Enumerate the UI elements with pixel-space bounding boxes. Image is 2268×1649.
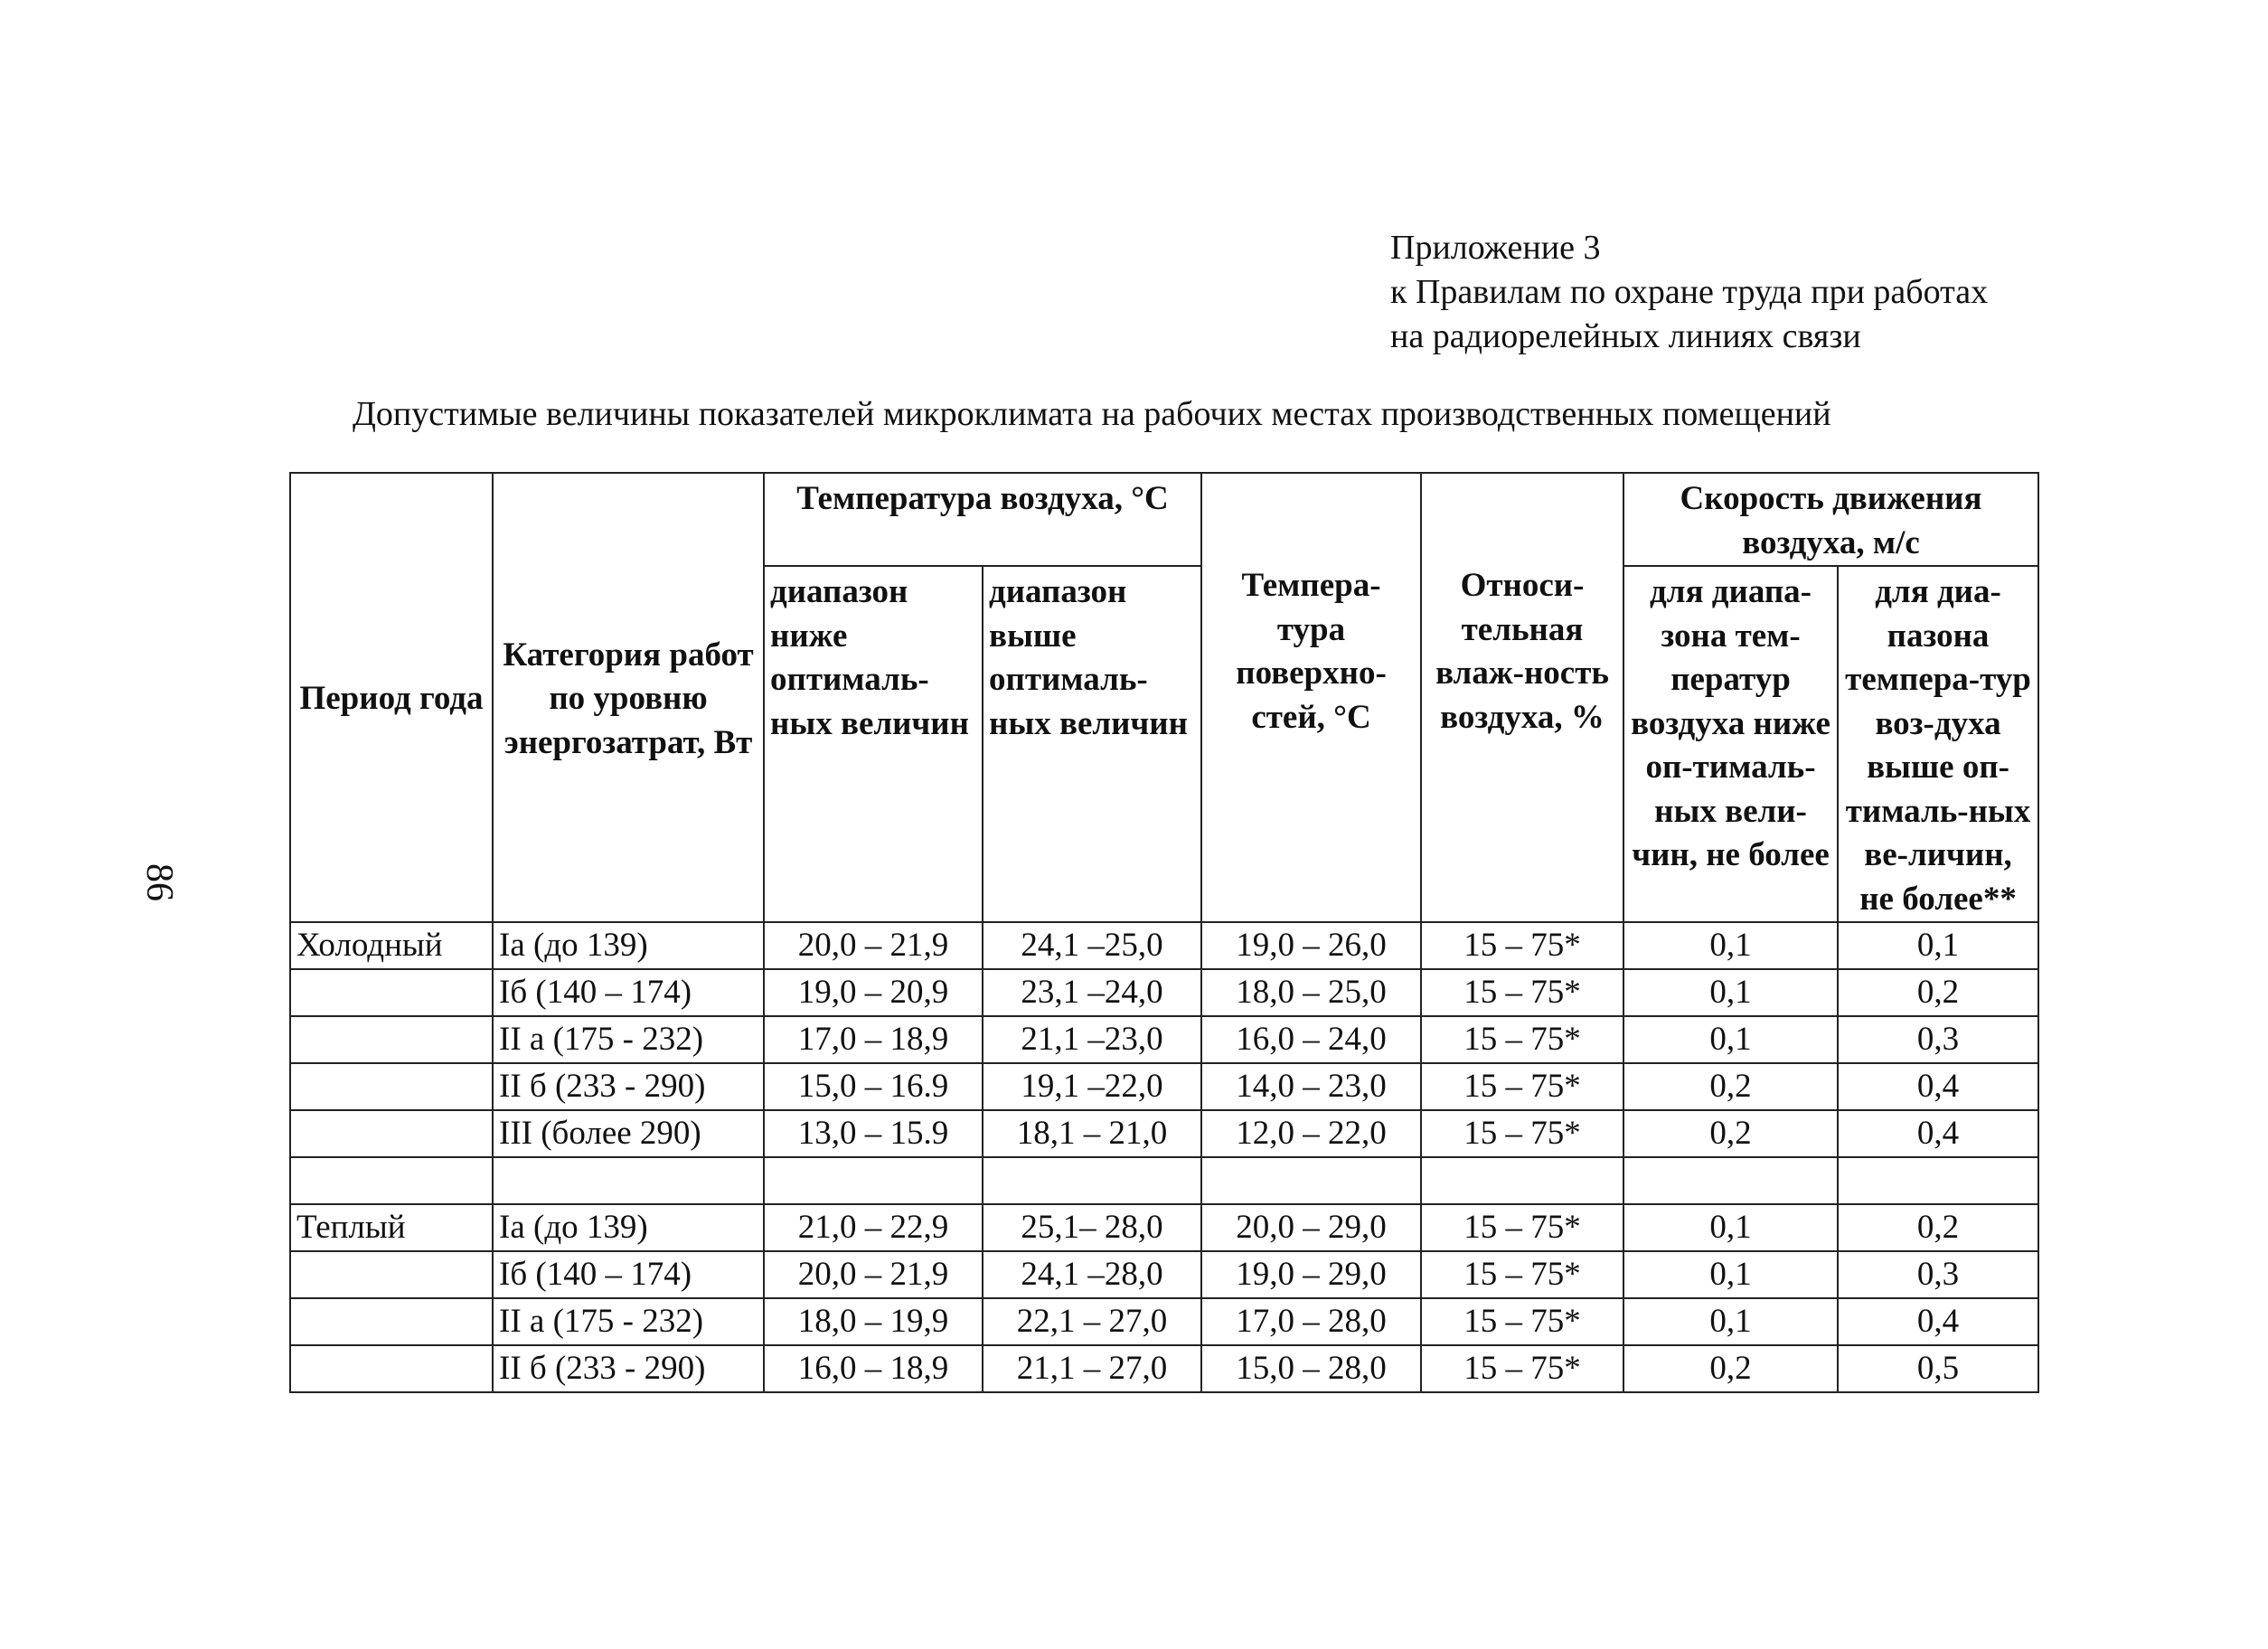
table-row: [290, 1110, 2038, 1157]
cell-speed-above: [1838, 1157, 2038, 1204]
cell-speed-below: 0,2: [1623, 1110, 1838, 1157]
cell-speed-above: 0,1: [1838, 922, 2038, 969]
cell-period: [290, 1298, 493, 1345]
cell-humidity: 15 – 75*: [1421, 1016, 1623, 1063]
cell-air-temp-above: 23,1 –24,0: [983, 969, 1201, 1016]
cell-category: III (более 290): [493, 1110, 764, 1157]
cell-humidity: 15 – 75*: [1421, 1345, 1623, 1392]
cell-period: [290, 969, 493, 1016]
cell-air-temp-below: 18,0 – 19,9: [764, 1298, 983, 1345]
cell-period: [290, 1016, 493, 1063]
cell-category: Ia (до 139): [493, 1204, 764, 1251]
cell-speed-above: 0,3: [1838, 1016, 2038, 1063]
table-header: [290, 473, 2038, 922]
cell-category: Ia (до 139): [493, 922, 764, 969]
table-row: [290, 1063, 2038, 1110]
cell-speed-below: 0,1: [1623, 1298, 1838, 1345]
cell-air-temp-above: 24,1 –28,0: [983, 1251, 1201, 1298]
appendix-line-3: на радиорелейных линиях связи: [1390, 317, 1861, 355]
cell-air-temp-above: [983, 1157, 1201, 1204]
cell-surface-temp: [1201, 1157, 1421, 1204]
header-category: Категория работ по уровню энергозатрат, Вт: [493, 473, 764, 922]
cell-category: II а (175 - 232): [493, 1298, 764, 1345]
cell-speed-above: 0,4: [1838, 1298, 2038, 1345]
cell-surface-temp: 14,0 – 23,0: [1201, 1063, 1421, 1110]
cell-category: II б (233 - 290): [493, 1345, 764, 1392]
cell-air-temp-below: 17,0 – 18,9: [764, 1016, 983, 1063]
table-row: [290, 1157, 2038, 1204]
cell-air-temp-above: 21,1 –23,0: [983, 1016, 1201, 1063]
header-speed-above: для диа-пазона темпера-тур воз-духа выше оп-тималь-ных ве-личин, не более**: [1838, 566, 2038, 922]
cell-air-temp-above: 19,1 –22,0: [983, 1063, 1201, 1110]
cell-humidity: 15 – 75*: [1421, 1251, 1623, 1298]
cell-air-temp-below: [764, 1157, 983, 1204]
header-air-speed: Скорость движения воздуха, м/с: [1623, 473, 2038, 566]
table-row: [290, 969, 2038, 1016]
table-body: [290, 922, 2038, 1392]
cell-period: Холодный: [290, 922, 493, 969]
cell-air-temp-below: 15,0 – 16.9: [764, 1063, 983, 1110]
header-air-temp: Температура воздуха, °С: [764, 473, 1201, 566]
cell-humidity: 15 – 75*: [1421, 1204, 1623, 1251]
cell-speed-below: [1623, 1157, 1838, 1204]
cell-air-temp-above: 18,1 – 21,0: [983, 1110, 1201, 1157]
cell-air-temp-above: 21,1 – 27,0: [983, 1345, 1201, 1392]
cell-period: [290, 1157, 493, 1204]
cell-speed-below: 0,1: [1623, 1016, 1838, 1063]
cell-category: II б (233 - 290): [493, 1063, 764, 1110]
cell-speed-below: 0,1: [1623, 969, 1838, 1016]
cell-category: Iб (140 – 174): [493, 1251, 764, 1298]
cell-speed-below: 0,1: [1623, 922, 1838, 969]
cell-speed-below: 0,1: [1623, 1204, 1838, 1251]
header-speed-below: для диапа-зона тем-ператур воздуха ниже оп-тималь-ных вели-чин, не более: [1623, 566, 1838, 922]
cell-speed-above: 0,5: [1838, 1345, 2038, 1392]
cell-air-temp-below: 19,0 – 20,9: [764, 969, 983, 1016]
cell-surface-temp: 17,0 – 28,0: [1201, 1298, 1421, 1345]
cell-humidity: [1421, 1157, 1623, 1204]
cell-surface-temp: 18,0 – 25,0: [1201, 969, 1421, 1016]
cell-humidity: 15 – 75*: [1421, 922, 1623, 969]
cell-air-temp-above: 24,1 –25,0: [983, 922, 1201, 969]
header-surface-temp: Темпера-тура поверхно-стей, °С: [1201, 473, 1421, 922]
cell-surface-temp: 16,0 – 24,0: [1201, 1016, 1421, 1063]
cell-category: II а (175 - 232): [493, 1016, 764, 1063]
cell-period: [290, 1110, 493, 1157]
cell-period: [290, 1345, 493, 1392]
cell-air-temp-below: 13,0 – 15.9: [764, 1110, 983, 1157]
table-title: Допустимые величины показателей микроклимата на рабочих местах производственных помещений: [353, 395, 1831, 433]
cell-humidity: 15 – 75*: [1421, 969, 1623, 1016]
cell-speed-above: 0,2: [1838, 969, 2038, 1016]
cell-speed-above: 0,4: [1838, 1063, 2038, 1110]
header-humidity: Относи-тельная влаж-ность воздуха, %: [1421, 473, 1623, 922]
cell-surface-temp: 20,0 – 29,0: [1201, 1204, 1421, 1251]
cell-surface-temp: 12,0 – 22,0: [1201, 1110, 1421, 1157]
table-row: [290, 1251, 2038, 1298]
header-period: Период года: [290, 473, 493, 922]
table-row: [290, 1298, 2038, 1345]
table-row: [290, 1016, 2038, 1063]
cell-surface-temp: 19,0 – 26,0: [1201, 922, 1421, 969]
cell-air-temp-below: 16,0 – 18,9: [764, 1345, 983, 1392]
cell-air-temp-below: 20,0 – 21,9: [764, 922, 983, 969]
cell-humidity: 15 – 75*: [1421, 1063, 1623, 1110]
table-row: [290, 1345, 2038, 1392]
header-air-temp-above: диапазон выше оптималь-ных величин: [983, 566, 1201, 922]
header-air-temp-below: диапазон ниже оптималь-ных величин: [764, 566, 983, 922]
cell-speed-below: 0,2: [1623, 1345, 1838, 1392]
table-row: [290, 922, 2038, 969]
cell-air-temp-above: 25,1– 28,0: [983, 1204, 1201, 1251]
cell-speed-above: 0,3: [1838, 1251, 2038, 1298]
cell-air-temp-below: 20,0 – 21,9: [764, 1251, 983, 1298]
cell-air-temp-below: 21,0 – 22,9: [764, 1204, 983, 1251]
cell-speed-above: 0,2: [1838, 1204, 2038, 1251]
cell-category: [493, 1157, 764, 1204]
cell-surface-temp: 19,0 – 29,0: [1201, 1251, 1421, 1298]
microclimate-table: [289, 472, 2039, 1393]
cell-air-temp-above: 22,1 – 27,0: [983, 1298, 1201, 1345]
cell-surface-temp: 15,0 – 28,0: [1201, 1345, 1421, 1392]
table-row: [290, 1204, 2038, 1251]
appendix-header: [1390, 226, 1988, 359]
appendix-line-1: Приложение 3: [1390, 229, 1601, 267]
cell-period: Теплый: [290, 1204, 493, 1251]
page-number: 86: [138, 863, 180, 901]
cell-humidity: 15 – 75*: [1421, 1110, 1623, 1157]
cell-category: Iб (140 – 174): [493, 969, 764, 1016]
cell-period: [290, 1251, 493, 1298]
cell-speed-below: 0,1: [1623, 1251, 1838, 1298]
appendix-line-2: к Правилам по охране труда при работах: [1390, 273, 1989, 311]
cell-period: [290, 1063, 493, 1110]
cell-humidity: 15 – 75*: [1421, 1298, 1623, 1345]
cell-speed-above: 0,4: [1838, 1110, 2038, 1157]
cell-speed-below: 0,2: [1623, 1063, 1838, 1110]
